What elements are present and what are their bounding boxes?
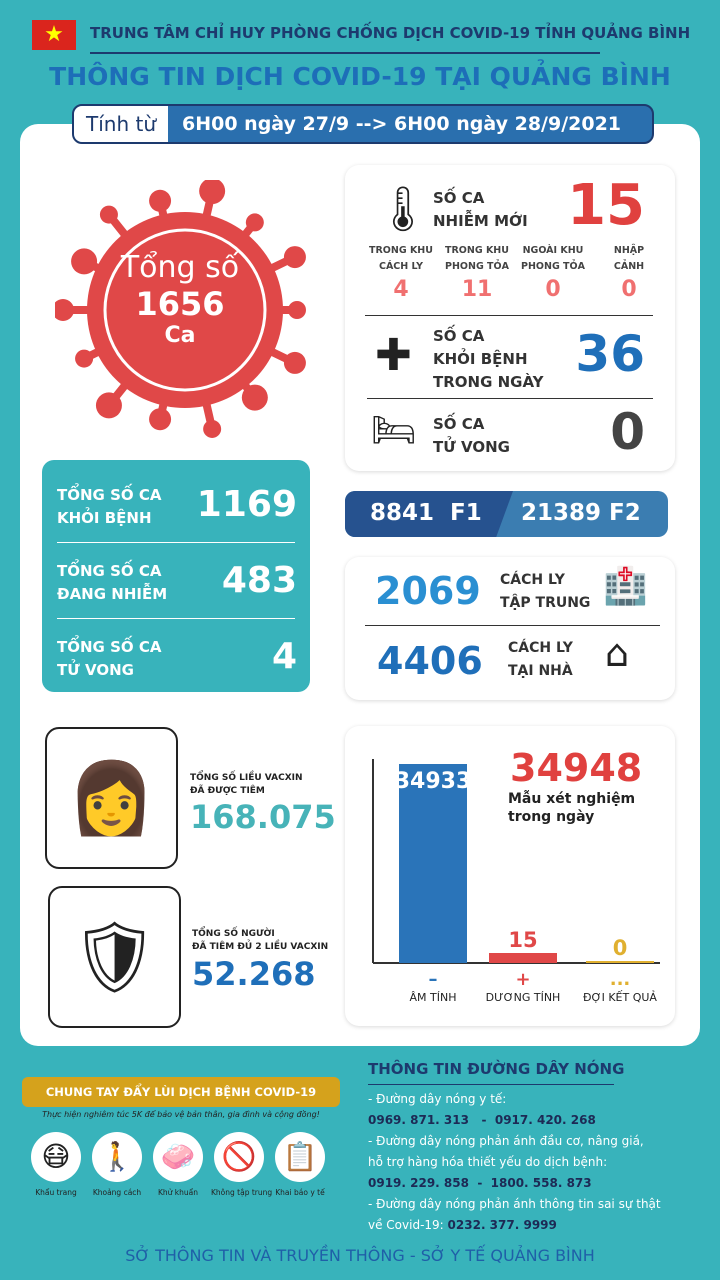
deaths-today-value: 0 [610, 403, 645, 461]
5k-item [272, 1132, 328, 1197]
total-row [57, 632, 297, 692]
total-row [57, 556, 297, 616]
breakdown-value: 0 [621, 277, 637, 302]
total-value: 4 [271, 636, 297, 677]
hotline-number[interactable]: 0969. 871. 313 - 0917. 420. 268 [368, 1113, 596, 1127]
cross-icon: ✚ [375, 330, 412, 381]
bar-value-label: 15 [508, 928, 538, 952]
vaccinated-person-icon: 👩 [45, 727, 178, 869]
5k-item [150, 1132, 206, 1197]
5k-item [211, 1132, 273, 1197]
total-label: TỔNG SỐ CA [57, 638, 162, 656]
thermometer-icon: 🌡 [375, 184, 431, 235]
5k-icon: 😷 [31, 1132, 81, 1182]
bar [586, 961, 654, 963]
footer: SỞ THÔNG TIN VÀ TRUYỀN THÔNG - SỞ Y TẾ QUẢNG BÌNH [125, 1246, 595, 1265]
f2-value: 21389 [521, 500, 602, 526]
f1-value: 8841 [370, 500, 435, 526]
breakdown-label: CẢNH [613, 261, 645, 272]
bar [489, 953, 557, 963]
campaign-subtitle: Thực hiện nghiêm túc 5K để bảo vệ bản thân, gia đình và cộng đồng! [42, 1110, 320, 1119]
virus-spike-tip [149, 408, 171, 430]
5k-label: Khử khuẩn [157, 1188, 198, 1197]
5k-label: Khẩu trang [35, 1188, 77, 1197]
5k-icon: 🚫 [214, 1132, 264, 1182]
breakdown-label: TRONG KHU [445, 245, 509, 256]
death-l1: SỐ CA [433, 415, 485, 433]
total-label: TỔNG SỐ CA [57, 562, 162, 580]
virus-spike-tip [96, 392, 122, 418]
virus-spike-tip [203, 420, 221, 438]
breakdown-item [517, 243, 589, 302]
breakdown-value: 0 [545, 277, 561, 302]
period: 6H00 ngày 27/9 --> 6H00 ngày 28/9/2021 [182, 113, 622, 135]
breakdown-label: PHONG TỎA [521, 261, 585, 272]
full-value: 52.268 [192, 955, 316, 993]
doses-value: 168.075 [190, 798, 336, 836]
isolation-home-value: 4406 [377, 639, 483, 683]
5k-item [28, 1132, 84, 1197]
breakdown-value: 4 [393, 277, 409, 302]
total-row [57, 480, 297, 540]
breakdown-label: PHONG TỎA [445, 261, 509, 272]
hotline-line: - Đường dây nóng phản ánh thông tin sai sự thật [368, 1197, 661, 1211]
daily-summary-card [345, 165, 675, 471]
total-label: Tổng số [120, 250, 240, 285]
period-bar [72, 104, 654, 144]
doses-l1: TỔNG SỐ LIỀU VACXIN [190, 773, 303, 783]
fully-vaccinated-icon: 🛡 [48, 886, 181, 1028]
virus-spike-tip [242, 385, 268, 411]
iso1-l2: TẬP TRUNG [500, 595, 591, 611]
recovered-today-value: 36 [575, 325, 645, 383]
total-value: 483 [221, 560, 297, 601]
since-label: Tính từ [74, 106, 168, 142]
house-icon: ⌂ [605, 631, 630, 675]
new-label-2: NHIỄM MỚI [433, 212, 528, 230]
page-title: THÔNG TIN DỊCH COVID-19 TẠI QUẢNG BÌNH [49, 62, 671, 91]
breakdown-label: TRONG KHU [369, 245, 433, 256]
hotline-number[interactable]: 0232. 377. 9999 [447, 1218, 557, 1232]
iso2-l2: TẠI NHÀ [508, 663, 573, 679]
total-value: 1169 [196, 484, 297, 525]
full-l1: TỔNG SỐ NGƯỜI [192, 929, 275, 939]
rec-l3: TRONG NGÀY [433, 373, 544, 391]
new-label-1: SỐ CA [433, 189, 485, 207]
virus-spike-tip [149, 190, 171, 212]
category-label: DƯƠNG TÍNH [485, 991, 561, 1004]
category-label: ÂM TÍNH [409, 991, 457, 1004]
tests-total: 34948 [510, 746, 643, 790]
virus-spike-tip [75, 350, 93, 368]
total-label: TỔNG SỐ CA [57, 486, 162, 504]
virus-spike-tip [284, 352, 306, 374]
5k-icon: 🚶 [92, 1132, 142, 1182]
total-label: KHỎI BỆNH [57, 509, 152, 527]
campaign-title: CHUNG TAY ĐẨY LÙI DỊCH BỆNH COVID-19 [22, 1077, 340, 1107]
vietnam-flag: ★ [32, 20, 76, 50]
iso2-l1: CÁCH LY [508, 640, 573, 656]
isolation-central-value: 2069 [375, 569, 481, 613]
bar-value-label: 0 [612, 936, 628, 960]
doses-l2: ĐÃ ĐƯỢC TIÊM [190, 786, 265, 796]
5k-icon: 📋 [275, 1132, 325, 1182]
f1-label: F1 [450, 500, 482, 526]
breakdown-label: NHẬP [613, 245, 645, 256]
tests-l2: trong ngày [508, 809, 595, 825]
virus-spike-tip [55, 299, 74, 321]
total-label: TỬ VONG [57, 661, 134, 679]
breakdown-item [593, 243, 665, 302]
rec-l2: KHỎI BỆNH [433, 350, 528, 368]
hotline-line: hỗ trợ hàng hóa thiết yếu do dịch bệnh: [368, 1155, 608, 1169]
hotline-line: - Đường dây nóng y tế: [368, 1092, 507, 1106]
hotline-number[interactable]: 0919. 229. 858 - 1800. 558. 873 [368, 1176, 592, 1190]
virus-spike-tip [100, 206, 118, 224]
rec-l1: SỐ CA [433, 327, 485, 345]
breakdown-label: NGOÀI KHU [522, 245, 584, 256]
tests-card [345, 726, 675, 1026]
virus-spike-tip [246, 213, 264, 231]
hotline-title: THÔNG TIN ĐƯỜNG DÂY NÓNG [368, 1060, 625, 1078]
5k-item [89, 1132, 145, 1197]
breakdown-value: 11 [461, 277, 493, 302]
total-label: ĐANG NHIỄM [57, 585, 168, 603]
bar-symbol: – [428, 969, 438, 990]
total-value: 1656 [135, 285, 225, 323]
hotline-line: về Covid-19: [368, 1218, 444, 1232]
breakdown-label: CÁCH LY [378, 261, 423, 272]
breakdown-item [441, 243, 513, 302]
iso1-l1: CÁCH LY [500, 572, 565, 588]
bar-symbol: + [515, 969, 531, 990]
bar-symbol: ... [609, 969, 631, 990]
divider [57, 542, 295, 543]
f2-label: F2 [609, 500, 641, 526]
hospital-bed-icon: 🛏 [371, 410, 417, 451]
hospital-building-icon: 🏥 [603, 566, 648, 607]
total-unit: Ca [164, 323, 196, 348]
new-cases-value: 15 [567, 173, 645, 238]
virus-spike-tip [199, 180, 225, 204]
breakdown-item [365, 243, 437, 302]
death-l2: TỬ VONG [433, 438, 510, 456]
5k-label: Khoảng cách [92, 1188, 142, 1197]
tests-l1: Mẫu xét nghiệm [508, 791, 636, 807]
virus-spike-tip [284, 246, 306, 268]
divider [90, 52, 600, 54]
org-name: TRUNG TÂM CHỈ HUY PHÒNG CHỐNG DỊCH COVID-19 TỈNH QUẢNG BÌNH [90, 24, 691, 42]
hotline-line: - Đường dây nóng phản ánh đầu cơ, nâng giá, [368, 1134, 644, 1148]
bar-value-label: 34933 [394, 769, 472, 794]
virus-spike-tip [71, 248, 97, 274]
full-l2: ĐÃ TIÊM ĐỦ 2 LIỀU VACXIN [192, 942, 329, 952]
virus-spike-tip [288, 301, 306, 319]
5k-label: Khai báo y tế [275, 1188, 325, 1197]
5k-icon: 🧼 [153, 1132, 203, 1182]
category-label: ĐỢI KẾT QUẢ [583, 991, 657, 1004]
totals-box [42, 460, 310, 692]
divider [57, 618, 295, 619]
contacts-bar [345, 491, 668, 537]
5k-label: Không tập trung [211, 1188, 273, 1197]
isolation-card [345, 557, 675, 700]
